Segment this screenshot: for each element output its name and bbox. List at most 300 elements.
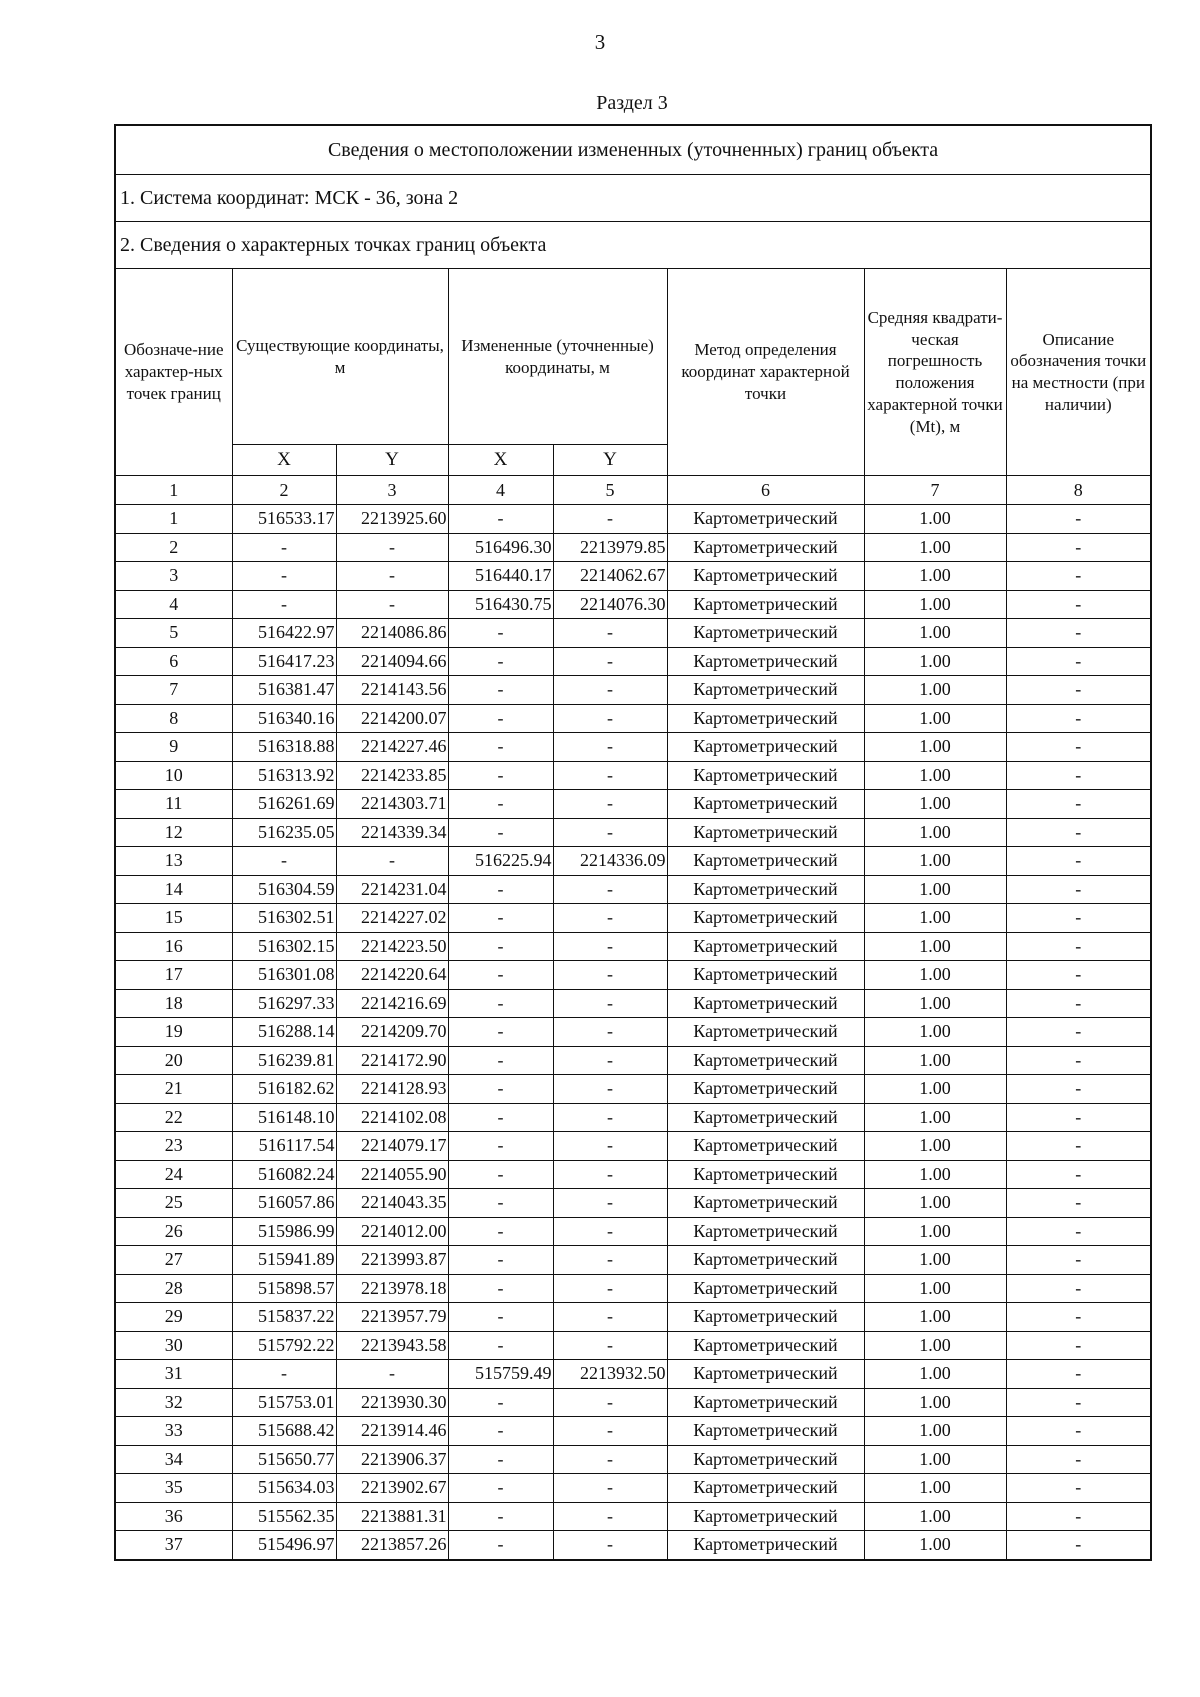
changed-y-cell: -	[553, 1502, 667, 1531]
existing-x-cell: 516302.51	[232, 904, 336, 933]
accuracy-cell: 1.00	[864, 1360, 1006, 1389]
existing-y-cell: 2214209.70	[336, 1018, 448, 1047]
table-row	[115, 733, 1151, 762]
existing-x-cell: -	[232, 590, 336, 619]
table-row	[115, 875, 1151, 904]
method-cell: Картометрический	[667, 989, 864, 1018]
table-row	[115, 1075, 1151, 1104]
col-changed-coords-header: Измененные (уточненные) координаты, м	[448, 269, 667, 445]
existing-y-cell: 2214128.93	[336, 1075, 448, 1104]
existing-y-cell: 2213914.46	[336, 1417, 448, 1446]
existing-y-cell: -	[336, 533, 448, 562]
changed-x-cell: -	[448, 1046, 553, 1075]
changed-x-header: X	[448, 445, 553, 476]
changed-x-cell: -	[448, 1132, 553, 1161]
point-id-cell: 19	[115, 1018, 232, 1047]
point-id-cell: 15	[115, 904, 232, 933]
changed-y-cell: 2214076.30	[553, 590, 667, 619]
description-cell: -	[1006, 647, 1151, 676]
existing-x-cell: 516297.33	[232, 989, 336, 1018]
existing-x-cell: 515688.42	[232, 1417, 336, 1446]
existing-y-cell: 2214231.04	[336, 875, 448, 904]
description-cell: -	[1006, 704, 1151, 733]
existing-x-cell: 516301.08	[232, 961, 336, 990]
table-row	[115, 1445, 1151, 1474]
existing-x-cell: 516261.69	[232, 790, 336, 819]
point-id-cell: 12	[115, 818, 232, 847]
existing-y-cell: -	[336, 562, 448, 591]
table-body	[115, 505, 1151, 1560]
point-id-cell: 2	[115, 533, 232, 562]
table-row	[115, 619, 1151, 648]
changed-x-cell: -	[448, 1246, 553, 1275]
point-id-cell: 27	[115, 1246, 232, 1275]
existing-y-cell: 2214086.86	[336, 619, 448, 648]
accuracy-cell: 1.00	[864, 1189, 1006, 1218]
changed-x-cell: -	[448, 1189, 553, 1218]
point-id-cell: 26	[115, 1217, 232, 1246]
point-id-cell: 10	[115, 761, 232, 790]
existing-y-cell: 2214227.46	[336, 733, 448, 762]
description-cell: -	[1006, 1246, 1151, 1275]
method-cell: Картометрический	[667, 647, 864, 676]
method-cell: Картометрический	[667, 1046, 864, 1075]
table-row	[115, 1531, 1151, 1560]
table-row	[115, 1331, 1151, 1360]
table-row	[115, 533, 1151, 562]
existing-y-cell: 2214094.66	[336, 647, 448, 676]
changed-x-cell: -	[448, 1388, 553, 1417]
accuracy-cell: 1.00	[864, 1274, 1006, 1303]
table-row	[115, 1274, 1151, 1303]
changed-y-cell: -	[553, 1246, 667, 1275]
description-cell: -	[1006, 1474, 1151, 1503]
changed-x-cell: -	[448, 505, 553, 534]
description-cell: -	[1006, 875, 1151, 904]
accuracy-cell: 1.00	[864, 761, 1006, 790]
accuracy-cell: 1.00	[864, 904, 1006, 933]
table-row	[115, 590, 1151, 619]
changed-x-cell: -	[448, 619, 553, 648]
existing-x-cell: 516340.16	[232, 704, 336, 733]
method-cell: Картометрический	[667, 1103, 864, 1132]
changed-y-cell: -	[553, 904, 667, 933]
accuracy-cell: 1.00	[864, 590, 1006, 619]
changed-y-cell: -	[553, 1217, 667, 1246]
changed-x-cell: -	[448, 647, 553, 676]
existing-y-cell: 2214079.17	[336, 1132, 448, 1161]
table-title: Сведения о местоположении измененных (уточненных) границ объекта	[115, 125, 1151, 175]
point-id-cell: 33	[115, 1417, 232, 1446]
col-description-header: Описание обозначения точки на местности (при наличии)	[1006, 269, 1151, 476]
existing-x-cell: 515898.57	[232, 1274, 336, 1303]
existing-x-cell: 516417.23	[232, 647, 336, 676]
changed-x-cell: -	[448, 1303, 553, 1332]
changed-y-cell: 2214062.67	[553, 562, 667, 591]
existing-x-cell: 515941.89	[232, 1246, 336, 1275]
table-row	[115, 989, 1151, 1018]
accuracy-cell: 1.00	[864, 790, 1006, 819]
accuracy-cell: 1.00	[864, 733, 1006, 762]
boundary-points-table	[114, 124, 1152, 1561]
method-cell: Картометрический	[667, 1531, 864, 1560]
changed-x-cell: 516225.94	[448, 847, 553, 876]
accuracy-cell: 1.00	[864, 647, 1006, 676]
table-row	[115, 1046, 1151, 1075]
existing-x-cell: 516318.88	[232, 733, 336, 762]
existing-y-cell: 2213943.58	[336, 1331, 448, 1360]
accuracy-cell: 1.00	[864, 1018, 1006, 1047]
existing-y-cell: 2213857.26	[336, 1531, 448, 1560]
description-cell: -	[1006, 562, 1151, 591]
table-row	[115, 932, 1151, 961]
existing-x-cell: 516235.05	[232, 818, 336, 847]
method-cell: Картометрический	[667, 1474, 864, 1503]
existing-y-cell: 2214227.02	[336, 904, 448, 933]
description-cell: -	[1006, 1046, 1151, 1075]
existing-x-cell: 516057.86	[232, 1189, 336, 1218]
description-cell: -	[1006, 733, 1151, 762]
accuracy-cell: 1.00	[864, 1502, 1006, 1531]
accuracy-cell: 1.00	[864, 847, 1006, 876]
changed-x-cell: 516440.17	[448, 562, 553, 591]
accuracy-cell: 1.00	[864, 562, 1006, 591]
description-cell: -	[1006, 1531, 1151, 1560]
accuracy-cell: 1.00	[864, 1445, 1006, 1474]
method-cell: Картометрический	[667, 505, 864, 534]
changed-y-cell: -	[553, 1046, 667, 1075]
changed-y-cell: -	[553, 619, 667, 648]
description-cell: -	[1006, 1502, 1151, 1531]
existing-y-cell: 2213930.30	[336, 1388, 448, 1417]
table-row	[115, 790, 1151, 819]
method-cell: Картометрический	[667, 1217, 864, 1246]
col-existing-coords-header: Существующие координаты, м	[232, 269, 448, 445]
point-id-cell: 22	[115, 1103, 232, 1132]
changed-y-cell: -	[553, 1417, 667, 1446]
method-cell: Картометрический	[667, 961, 864, 990]
table-row	[115, 961, 1151, 990]
point-id-cell: 30	[115, 1331, 232, 1360]
changed-y-cell: -	[553, 647, 667, 676]
table-row	[115, 904, 1151, 933]
description-cell: -	[1006, 1189, 1151, 1218]
changed-y-cell: 2214336.09	[553, 847, 667, 876]
accuracy-cell: 1.00	[864, 961, 1006, 990]
description-cell: -	[1006, 847, 1151, 876]
point-id-cell: 18	[115, 989, 232, 1018]
method-cell: Картометрический	[667, 932, 864, 961]
table-row	[115, 505, 1151, 534]
point-id-cell: 34	[115, 1445, 232, 1474]
changed-y-cell: -	[553, 676, 667, 705]
changed-y-cell: -	[553, 1018, 667, 1047]
column-number: 4	[448, 476, 553, 505]
method-cell: Картометрический	[667, 1160, 864, 1189]
changed-x-cell: -	[448, 989, 553, 1018]
accuracy-cell: 1.00	[864, 1046, 1006, 1075]
points-heading: 2. Сведения о характерных точках границ объекта	[115, 222, 1151, 269]
point-id-cell: 32	[115, 1388, 232, 1417]
existing-x-cell: 515496.97	[232, 1531, 336, 1560]
description-cell: -	[1006, 1360, 1151, 1389]
table-row	[115, 1303, 1151, 1332]
column-number: 1	[115, 476, 232, 505]
table-row	[115, 1388, 1151, 1417]
point-id-cell: 16	[115, 932, 232, 961]
changed-x-cell: -	[448, 1103, 553, 1132]
description-cell: -	[1006, 533, 1151, 562]
existing-x-header: X	[232, 445, 336, 476]
accuracy-cell: 1.00	[864, 1474, 1006, 1503]
changed-y-cell: -	[553, 1160, 667, 1189]
table-row	[115, 1189, 1151, 1218]
existing-y-cell: 2213957.79	[336, 1303, 448, 1332]
changed-x-cell: -	[448, 1274, 553, 1303]
accuracy-cell: 1.00	[864, 1417, 1006, 1446]
point-id-cell: 17	[115, 961, 232, 990]
column-number: 2	[232, 476, 336, 505]
point-id-cell: 4	[115, 590, 232, 619]
changed-x-cell: -	[448, 1445, 553, 1474]
existing-y-cell: 2214143.56	[336, 676, 448, 705]
changed-x-cell: -	[448, 1502, 553, 1531]
description-cell: -	[1006, 676, 1151, 705]
changed-y-header: Y	[553, 445, 667, 476]
accuracy-cell: 1.00	[864, 1160, 1006, 1189]
existing-x-cell: -	[232, 562, 336, 591]
table-row	[115, 1018, 1151, 1047]
accuracy-cell: 1.00	[864, 1388, 1006, 1417]
changed-x-cell: -	[448, 1474, 553, 1503]
description-cell: -	[1006, 989, 1151, 1018]
column-number: 7	[864, 476, 1006, 505]
changed-y-cell: 2213932.50	[553, 1360, 667, 1389]
table-row	[115, 1502, 1151, 1531]
description-cell: -	[1006, 1274, 1151, 1303]
existing-y-header: Y	[336, 445, 448, 476]
method-cell: Картометрический	[667, 619, 864, 648]
accuracy-cell: 1.00	[864, 875, 1006, 904]
changed-y-cell: -	[553, 790, 667, 819]
description-cell: -	[1006, 904, 1151, 933]
existing-y-cell: 2214043.35	[336, 1189, 448, 1218]
accuracy-cell: 1.00	[864, 533, 1006, 562]
accuracy-cell: 1.00	[864, 818, 1006, 847]
section-title: Раздел 3	[596, 92, 668, 114]
changed-x-cell: -	[448, 961, 553, 990]
method-cell: Картометрический	[667, 676, 864, 705]
method-cell: Картометрический	[667, 1417, 864, 1446]
table-row	[115, 1360, 1151, 1389]
existing-x-cell: 516182.62	[232, 1075, 336, 1104]
existing-x-cell: 515634.03	[232, 1474, 336, 1503]
accuracy-cell: 1.00	[864, 676, 1006, 705]
existing-y-cell: -	[336, 1360, 448, 1389]
point-id-cell: 29	[115, 1303, 232, 1332]
changed-y-cell: -	[553, 1531, 667, 1560]
changed-x-cell: -	[448, 704, 553, 733]
method-cell: Картометрический	[667, 1445, 864, 1474]
table-row	[115, 1417, 1151, 1446]
method-cell: Картометрический	[667, 1274, 864, 1303]
existing-x-cell: 515753.01	[232, 1388, 336, 1417]
accuracy-cell: 1.00	[864, 505, 1006, 534]
changed-y-cell: -	[553, 1303, 667, 1332]
changed-y-cell: -	[553, 961, 667, 990]
existing-x-cell: 516381.47	[232, 676, 336, 705]
changed-x-cell: 516430.75	[448, 590, 553, 619]
table-row	[115, 818, 1151, 847]
coordinate-system: 1. Система координат: МСК - 36, зона 2	[115, 175, 1151, 222]
point-id-cell: 20	[115, 1046, 232, 1075]
column-number: 5	[553, 476, 667, 505]
point-id-cell: 5	[115, 619, 232, 648]
method-cell: Картометрический	[667, 761, 864, 790]
changed-x-cell: -	[448, 932, 553, 961]
changed-x-cell: 516496.30	[448, 533, 553, 562]
point-id-cell: 8	[115, 704, 232, 733]
description-cell: -	[1006, 1217, 1151, 1246]
point-id-cell: 21	[115, 1075, 232, 1104]
point-id-cell: 36	[115, 1502, 232, 1531]
method-cell: Картометрический	[667, 818, 864, 847]
changed-y-cell: -	[553, 989, 667, 1018]
changed-y-cell: -	[553, 704, 667, 733]
changed-x-cell: -	[448, 790, 553, 819]
changed-x-cell: -	[448, 761, 553, 790]
existing-x-cell: 516239.81	[232, 1046, 336, 1075]
method-cell: Картометрический	[667, 1132, 864, 1161]
accuracy-cell: 1.00	[864, 1331, 1006, 1360]
existing-x-cell: 516533.17	[232, 505, 336, 534]
existing-y-cell: 2214220.64	[336, 961, 448, 990]
existing-y-cell: -	[336, 590, 448, 619]
point-id-cell: 9	[115, 733, 232, 762]
description-cell: -	[1006, 818, 1151, 847]
changed-y-cell: -	[553, 1132, 667, 1161]
existing-x-cell: 516422.97	[232, 619, 336, 648]
page-number: 3	[594, 30, 606, 54]
changed-y-cell: -	[553, 818, 667, 847]
existing-x-cell: 515986.99	[232, 1217, 336, 1246]
point-id-cell: 6	[115, 647, 232, 676]
changed-x-cell: -	[448, 733, 553, 762]
existing-y-cell: 2214172.90	[336, 1046, 448, 1075]
table-row	[115, 562, 1151, 591]
existing-x-cell: 516117.54	[232, 1132, 336, 1161]
existing-y-cell: 2214339.34	[336, 818, 448, 847]
accuracy-cell: 1.00	[864, 1132, 1006, 1161]
col-method-header: Метод определения координат характерной точки	[667, 269, 864, 476]
point-id-cell: 7	[115, 676, 232, 705]
existing-x-cell: 516302.15	[232, 932, 336, 961]
description-cell: -	[1006, 1445, 1151, 1474]
accuracy-cell: 1.00	[864, 1531, 1006, 1560]
method-cell: Картометрический	[667, 1331, 864, 1360]
existing-y-cell: 2213978.18	[336, 1274, 448, 1303]
existing-x-cell: 516313.92	[232, 761, 336, 790]
point-id-cell: 35	[115, 1474, 232, 1503]
changed-x-cell: 515759.49	[448, 1360, 553, 1389]
description-cell: -	[1006, 1417, 1151, 1446]
point-id-cell: 3	[115, 562, 232, 591]
existing-x-cell: -	[232, 847, 336, 876]
col-point-id-header: Обозначе-ние характер-ных точек границ	[115, 269, 232, 476]
table-row	[115, 1132, 1151, 1161]
table-row	[115, 1217, 1151, 1246]
description-cell: -	[1006, 619, 1151, 648]
existing-x-cell: 515837.22	[232, 1303, 336, 1332]
accuracy-cell: 1.00	[864, 1246, 1006, 1275]
existing-x-cell: 515562.35	[232, 1502, 336, 1531]
existing-y-cell: -	[336, 847, 448, 876]
existing-y-cell: 2213993.87	[336, 1246, 448, 1275]
description-cell: -	[1006, 1160, 1151, 1189]
existing-x-cell: -	[232, 533, 336, 562]
accuracy-cell: 1.00	[864, 1217, 1006, 1246]
accuracy-cell: 1.00	[864, 1075, 1006, 1104]
changed-y-cell: -	[553, 1274, 667, 1303]
method-cell: Картометрический	[667, 1018, 864, 1047]
existing-y-cell: 2214055.90	[336, 1160, 448, 1189]
method-cell: Картометрический	[667, 733, 864, 762]
table-row	[115, 1474, 1151, 1503]
table-row	[115, 704, 1151, 733]
description-cell: -	[1006, 761, 1151, 790]
description-cell: -	[1006, 1331, 1151, 1360]
existing-x-cell: 515792.22	[232, 1331, 336, 1360]
table-row	[115, 1103, 1151, 1132]
accuracy-cell: 1.00	[864, 1303, 1006, 1332]
changed-y-cell: -	[553, 875, 667, 904]
existing-y-cell: 2213925.60	[336, 505, 448, 534]
method-cell: Картометрический	[667, 875, 864, 904]
table-row	[115, 647, 1151, 676]
method-cell: Картометрический	[667, 704, 864, 733]
method-cell: Картометрический	[667, 790, 864, 819]
changed-y-cell: -	[553, 1388, 667, 1417]
changed-y-cell: -	[553, 1445, 667, 1474]
changed-x-cell: -	[448, 1217, 553, 1246]
column-number: 8	[1006, 476, 1151, 505]
description-cell: -	[1006, 961, 1151, 990]
changed-y-cell: -	[553, 733, 667, 762]
point-id-cell: 23	[115, 1132, 232, 1161]
existing-x-cell: -	[232, 1360, 336, 1389]
existing-y-cell: 2214233.85	[336, 761, 448, 790]
table-row	[115, 761, 1151, 790]
column-number: 6	[667, 476, 864, 505]
point-id-cell: 11	[115, 790, 232, 819]
changed-x-cell: -	[448, 676, 553, 705]
changed-y-cell: -	[553, 932, 667, 961]
changed-y-cell: -	[553, 1189, 667, 1218]
description-cell: -	[1006, 1303, 1151, 1332]
changed-y-cell: -	[553, 761, 667, 790]
changed-x-cell: -	[448, 1018, 553, 1047]
point-id-cell: 13	[115, 847, 232, 876]
changed-x-cell: -	[448, 818, 553, 847]
method-cell: Картометрический	[667, 1360, 864, 1389]
changed-x-cell: -	[448, 1417, 553, 1446]
description-cell: -	[1006, 1103, 1151, 1132]
method-cell: Картометрический	[667, 1246, 864, 1275]
changed-x-cell: -	[448, 904, 553, 933]
method-cell: Картометрический	[667, 533, 864, 562]
changed-x-cell: -	[448, 1531, 553, 1560]
method-cell: Картометрический	[667, 1502, 864, 1531]
